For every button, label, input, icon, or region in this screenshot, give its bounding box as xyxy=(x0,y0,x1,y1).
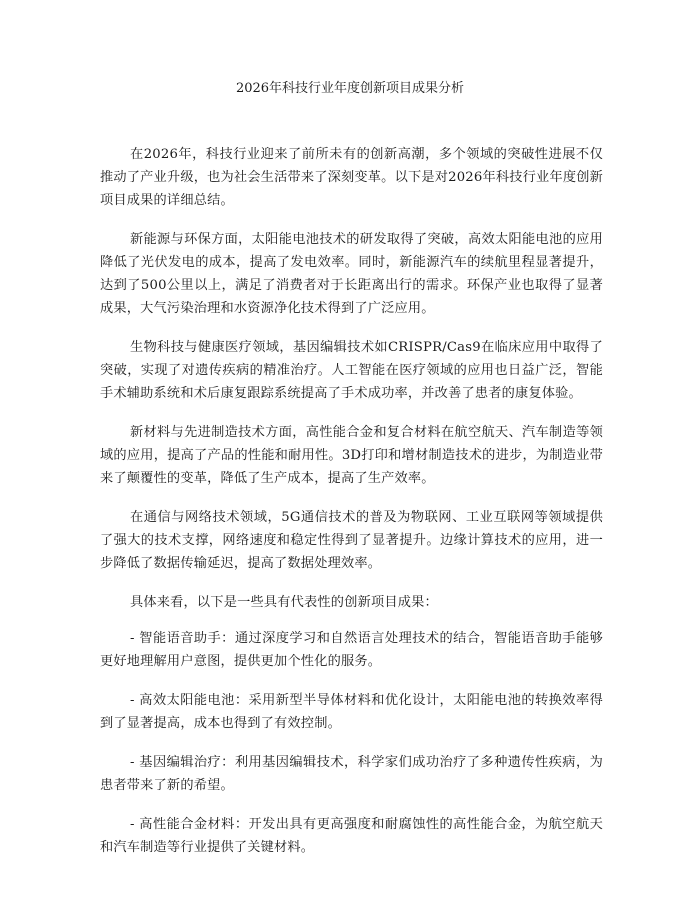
document-body xyxy=(100,143,603,875)
paragraph-biotech: 生物科技与健康医疗领域，基因编辑技术如CRISPR/Cas9在临床应用中取得了突破，实现了对遗传疾病的精准治疗。人工智能在医疗领域的应用也日益广泛，智能手术辅助系统和术后康复跟踪系统提高了手术成功率，并改善了患者的康复体验。 xyxy=(100,340,603,401)
document-title: 2026年科技行业年度创新项目成果分析 xyxy=(235,81,465,96)
paragraph-materials: 新材料与先进制造技术方面，高性能合金和复合材料在航空航天、汽车制造等领域的应用，提高了产品的性能和耐用性。3D打印和增材制造技术的进步，为制造业带来了颠覆性的变革，降低了生产成本，提高了生产效率。 xyxy=(100,425,603,486)
paragraph-communications: 在通信与网络技术领域，5G通信技术的普及为物联网、工业互联网等领域提供了强大的技术支撑，网络速度和稳定性得到了显著提升。边缘计算技术的应用，进一步降低了数据传输延迟，提高了数据处理效率。 xyxy=(100,510,603,571)
list-item-gene-therapy: - 基因编辑治疗：利用基因编辑技术，科学家们成功治疗了多种遗传性疾病，为患者带来了新的希望。 xyxy=(100,755,603,793)
list-item-alloy-material: - 高性能合金材料：开发出具有更高强度和耐腐蚀性的高性能合金，为航空航天和汽车制造等行业提供了关键材料。 xyxy=(100,817,603,855)
list-item-solar-cell: - 高效太阳能电池：采用新型半导体材料和优化设计，太阳能电池的转换效率得到了显著提高，成本也得到了有效控制。 xyxy=(100,693,603,731)
list-item-voice-assistant: - 智能语音助手：通过深度学习和自然语言处理技术的结合，智能语音助手能够更好地理解用户意图，提供更加个性化的服务。 xyxy=(100,631,603,669)
paragraph-new-energy: 新能源与环保方面，太阳能电池技术的研发取得了突破，高效太阳能电池的应用降低了光伏发电的成本，提高了发电效率。同时，新能源汽车的续航里程显著提升，达到了500公里以上，满足了消费者对于长距离出行的需求。环保产业也取得了显著成果，大气污染治理和水资源净化技术得到了广泛应用。 xyxy=(100,232,603,316)
paragraph-project-list-intro: 具体来看，以下是一些具有代表性的创新项目成果： xyxy=(130,595,438,610)
paragraph-intro: 在2026年，科技行业迎来了前所未有的创新高潮，多个领域的突破性进展不仅推动了产业升级，也为社会生活带来了深刻变革。以下是对2026年科技行业年度创新项目成果的详细总结。 xyxy=(100,147,603,208)
